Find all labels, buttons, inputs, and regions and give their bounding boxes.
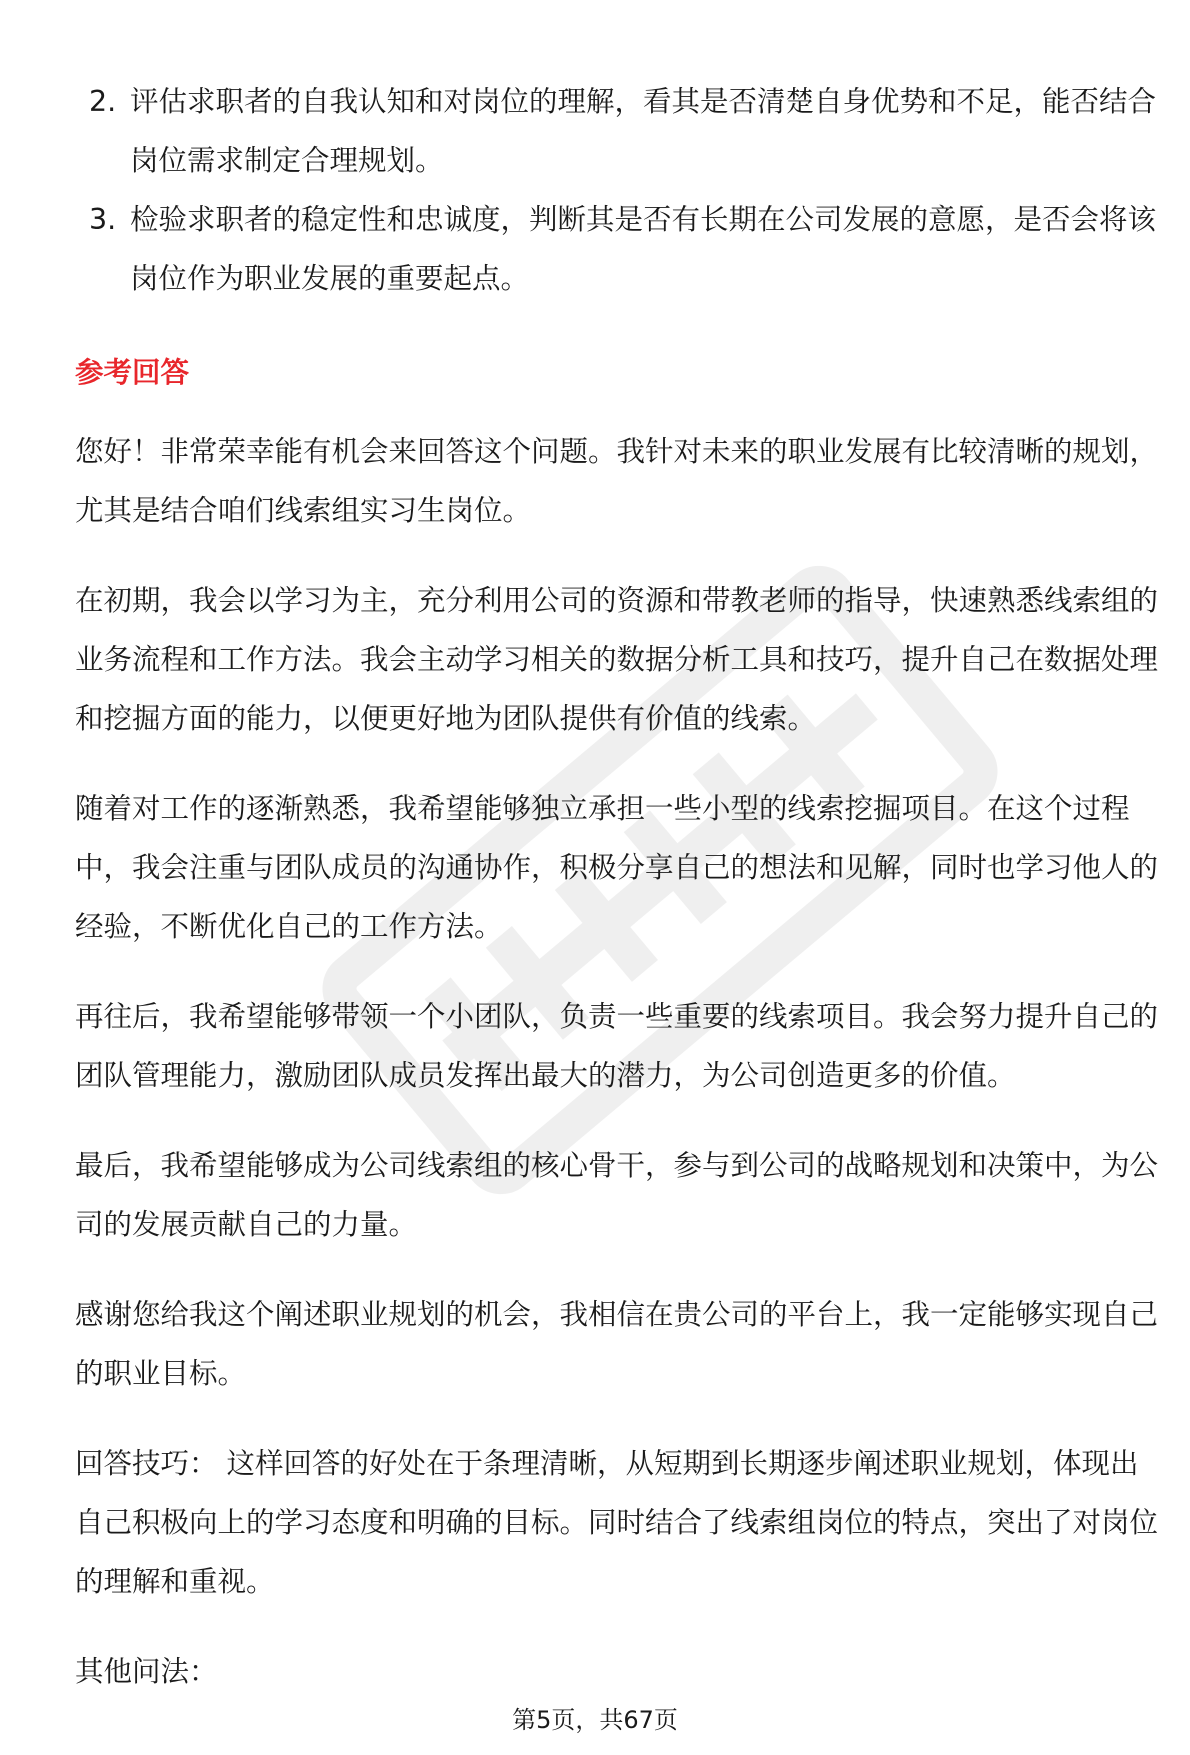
list-number: 2. [89, 85, 117, 118]
page-number: 第5页，共67页 [512, 1706, 678, 1734]
list-item [75, 72, 1165, 190]
document-body [75, 72, 1165, 1732]
list-number: 3. [89, 203, 117, 236]
answer-tips: 回答技巧： 这样回答的好处在于条理清晰，从短期到长期逐步阐述职业规划，体现出自己积极向上的学习态度和明确的目标。同时结合了线索组岗位的特点，突出了对岗位的理解和重视。 [75, 1447, 1159, 1598]
paragraph: 您好！非常荣幸能有机会来回答这个问题。我针对未来的职业发展有比较清晰的规划，尤其是结合咱们线索组实习生岗位。 [75, 435, 1159, 527]
paragraph: 感谢您给我这个阐述职业规划的机会，我相信在贵公司的平台上，我一定能够实现自己的职业目标。 [75, 1298, 1159, 1390]
paragraph: 再往后，我希望能够带领一个小团队，负责一些重要的线索项目。我会努力提升自己的团队管理能力，激励团队成员发挥出最大的潜力，为公司创造更多的价值。 [75, 1000, 1159, 1092]
section-heading: 参考回答 [75, 356, 190, 389]
list-item [75, 190, 1165, 308]
list-text: 评估求职者的自我认知和对岗位的理解，看其是否清楚自身优势和不足，能否结合岗位需求制定合理规划。 [130, 85, 1157, 177]
other-questions-label: 其他问法： [75, 1655, 218, 1688]
list-text: 检验求职者的稳定性和忠诚度，判断其是否有长期在公司发展的意愿，是否会将该岗位作为职业发展的重要起点。 [130, 203, 1157, 295]
paragraph: 最后，我希望能够成为公司线索组的核心骨干，参与到公司的战略规划和决策中，为公司的发展贡献自己的力量。 [75, 1149, 1159, 1241]
paragraph: 在初期，我会以学习为主，充分利用公司的资源和带教老师的指导，快速熟悉线索组的业务流程和工作方法。我会主动学习相关的数据分析工具和技巧，提升自己在数据处理和挖掘方面的能力，以便更好地为团队提供有价值的线索。 [75, 584, 1159, 735]
paragraph: 随着对工作的逐渐熟悉，我希望能够独立承担一些小型的线索挖掘项目。在这个过程中，我会注重与团队成员的沟通协作，积极分享自己的想法和见解，同时也学习他人的经验，不断优化自己的工作方法。 [75, 792, 1159, 943]
